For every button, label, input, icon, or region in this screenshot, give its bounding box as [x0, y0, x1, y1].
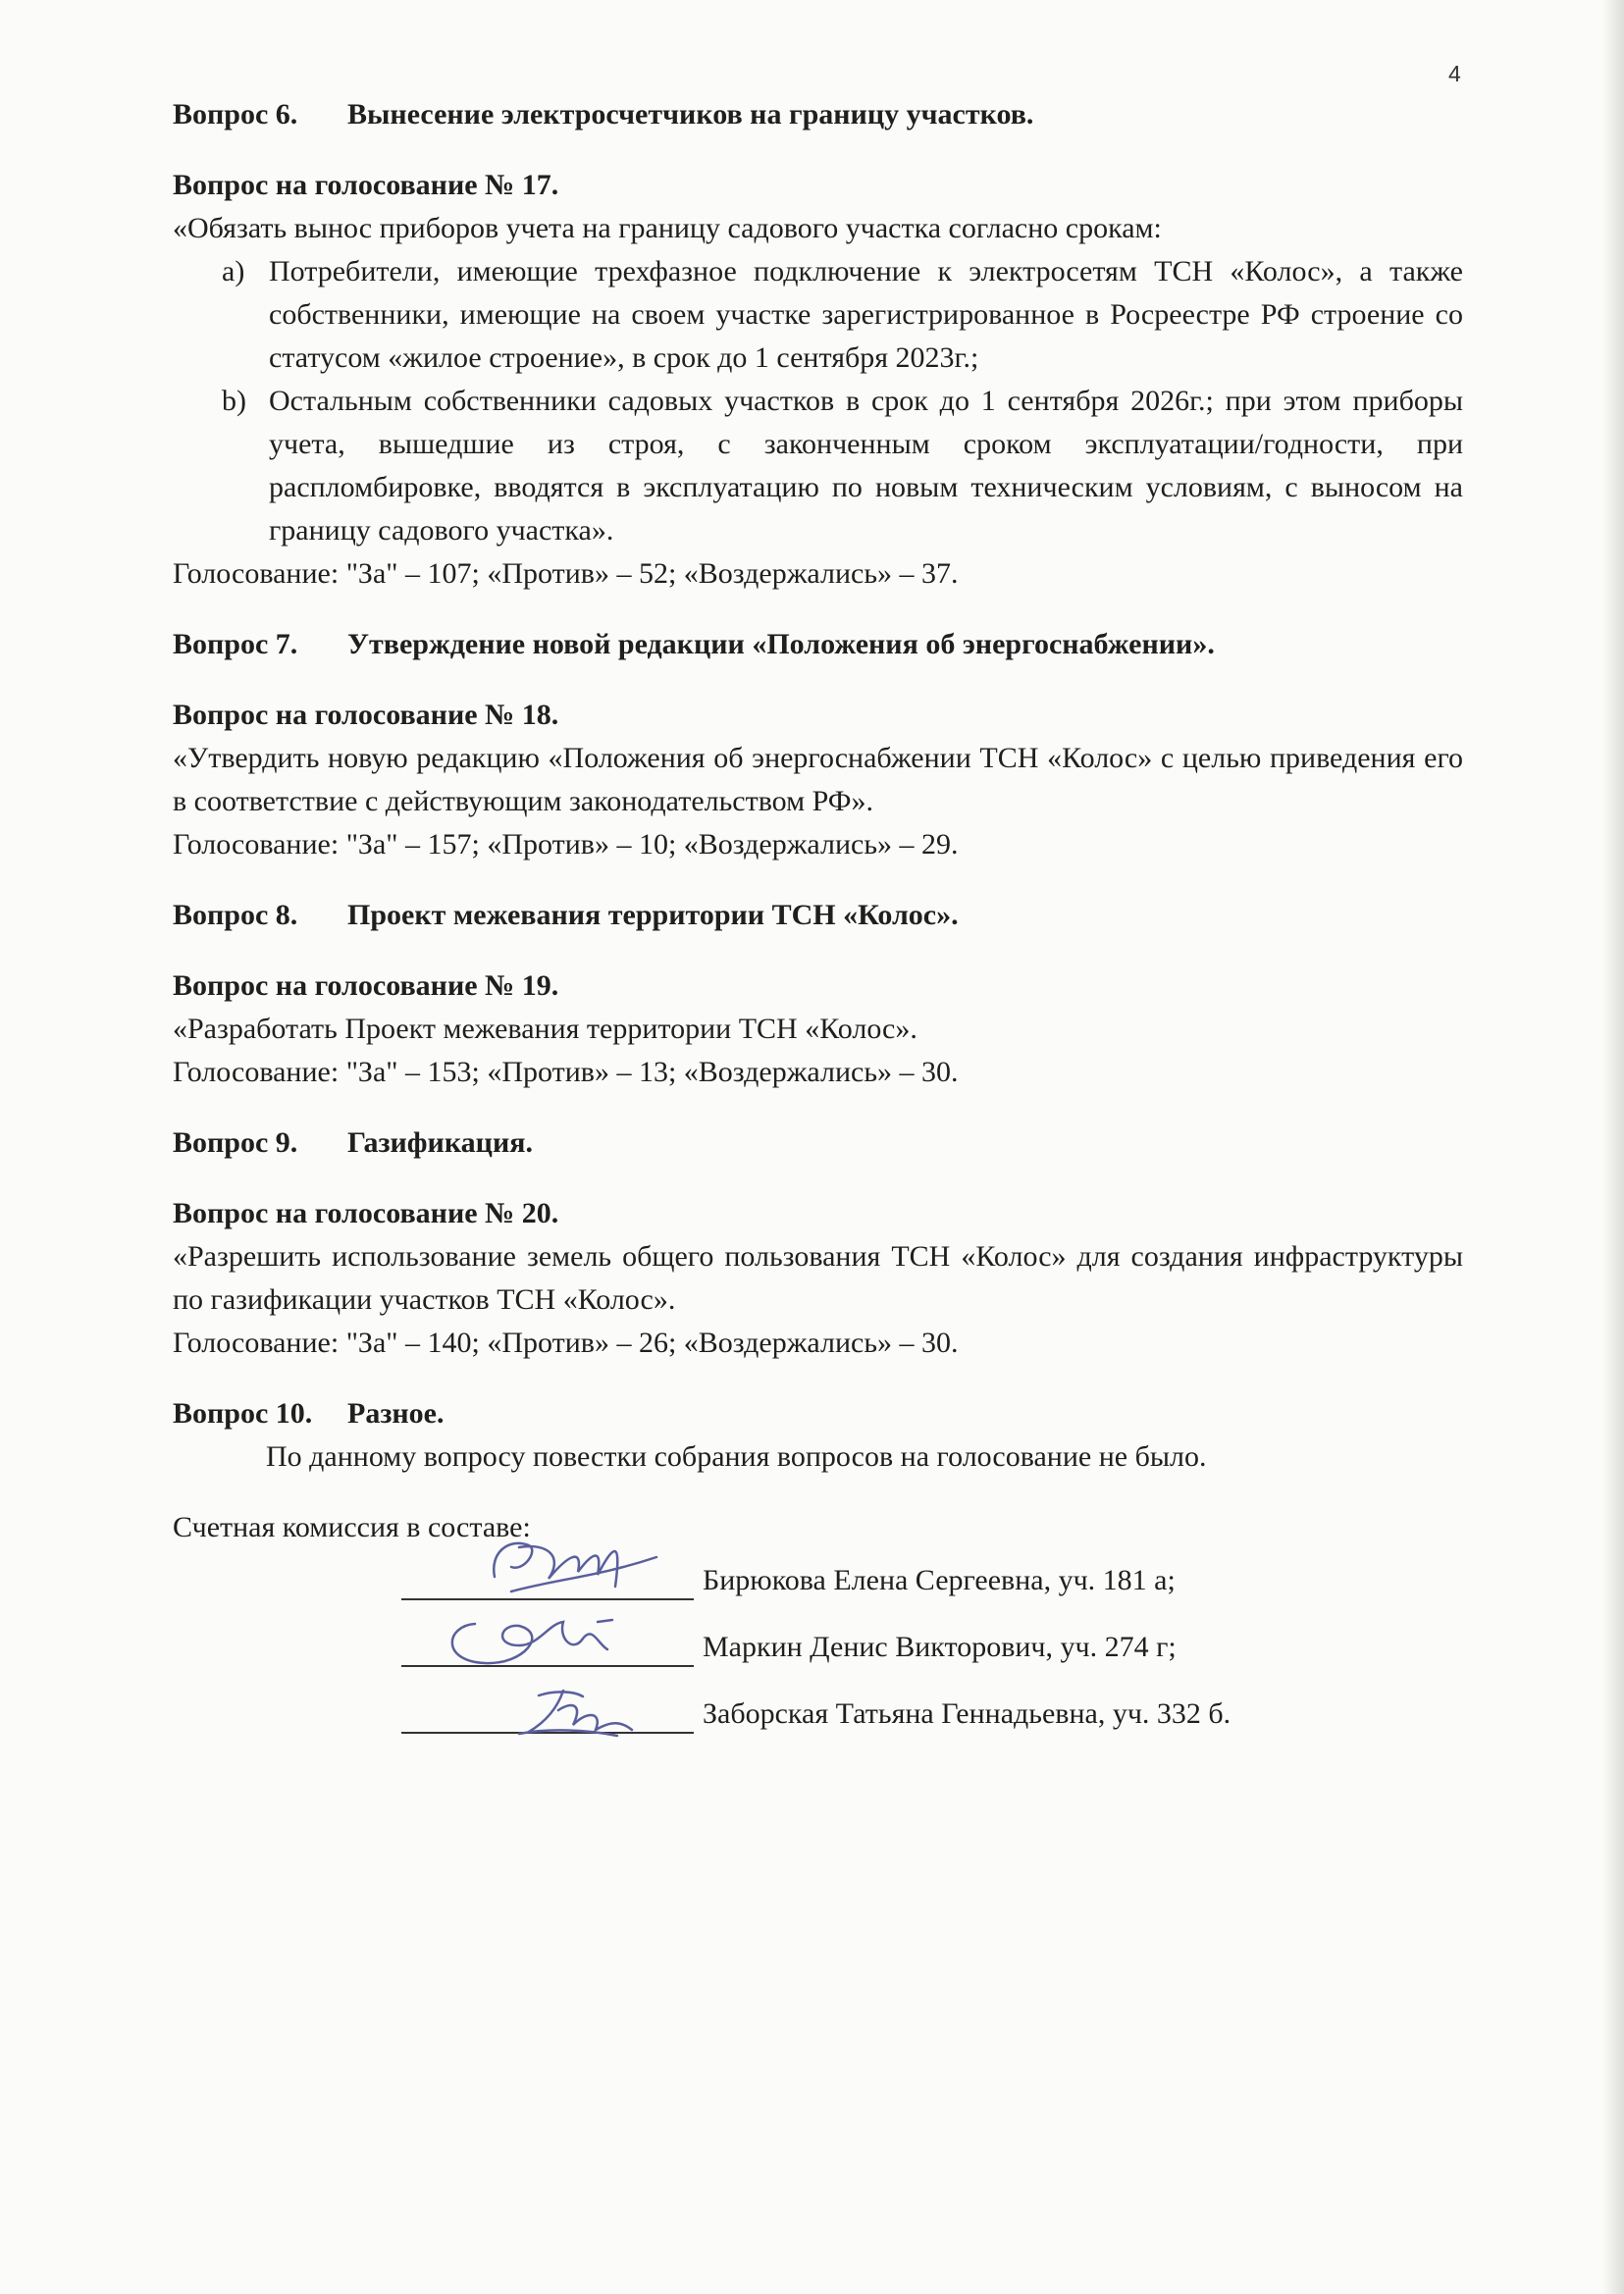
- vote-17-intro: «Обязать вынос приборов учета на границу садового участка согласно срокам:: [173, 212, 1162, 244]
- signature-row: [173, 1687, 1463, 1753]
- vote-20-result: Голосование: "За" – 140; «Против» – 26; «Воздержались» – 30.: [173, 1327, 959, 1359]
- list-item: [173, 380, 1463, 552]
- signature-row: [173, 1553, 1463, 1620]
- vote-heading-19: Вопрос на голосование № 19.: [173, 969, 559, 1002]
- question-number: Вопрос 9.: [173, 1126, 298, 1159]
- question-title: Проект межевания территории ТСН «Колос».: [347, 899, 959, 931]
- commission-signatures: [173, 1553, 1463, 1753]
- commission-title: Счетная комиссия в составе:: [173, 1511, 531, 1543]
- vote-19-text: «Разработать Проект межевания территории ТСН «Колос».: [173, 1013, 917, 1045]
- question-title: Газификация.: [347, 1126, 533, 1159]
- question-title: Разное.: [347, 1397, 445, 1430]
- list-item-text: Потребители, имеющие трехфазное подключение к электросетям ТСН «Колос», а также собственники, имеющие на своем участке зарегистрированное в Росреестре РФ строение со статусом «жилое строение», в срок до 1 сентября 2023г.;: [269, 255, 1463, 374]
- question-7-heading: [173, 623, 1463, 666]
- list-item-text: Остальным собственники садовых участков в срок до 1 сентября 2026г.; при этом приборы учета, вышедшие из строя, с законченным сроком эксплуатации/годности, при распломбировке, вводятся в эксплуатацию по новым техническим условиям, с выносом на границу садового участка».: [269, 385, 1463, 547]
- question-9-heading: [173, 1121, 1463, 1165]
- list-marker: a): [222, 255, 245, 287]
- handwritten-signature-3: [401, 1651, 696, 1740]
- vote-heading-17: Вопрос на голосование № 17.: [173, 169, 559, 201]
- question-number: Вопрос 8.: [173, 899, 298, 931]
- question-10-text: По данному вопросу повестки собрания вопросов на голосование не было.: [266, 1440, 1207, 1473]
- document-body: [173, 93, 1463, 1753]
- vote-heading-18: Вопрос на голосование № 18.: [173, 699, 559, 731]
- commission-member: Заборская Татьяна Геннадьевна, уч. 332 б.: [703, 1697, 1231, 1730]
- vote-18-text: «Утвердить новую редакцию «Положения об энергоснабжении ТСН «Колос» с целью приведения его в соответствие с действующим законодательством РФ».: [173, 742, 1463, 817]
- vote-heading-20: Вопрос на голосование № 20.: [173, 1197, 559, 1229]
- question-8-heading: [173, 894, 1463, 937]
- page-number: 4: [1448, 61, 1461, 86]
- commission-member: Маркин Денис Викторович, уч. 274 г;: [703, 1631, 1177, 1663]
- list-item: [173, 250, 1463, 380]
- question-10-heading: [173, 1392, 1463, 1435]
- page-edge: [1602, 0, 1624, 2294]
- vote-17-items: [173, 250, 1463, 552]
- vote-17-result: Голосование: "За" – 107; «Против» – 52; «Воздержались» – 37.: [173, 557, 959, 590]
- commission-member: Бирюкова Елена Сергеевна, уч. 181 а;: [703, 1564, 1176, 1596]
- question-title: Вынесение электросчетчиков на границу участков.: [347, 98, 1034, 130]
- signature-row: [173, 1620, 1463, 1687]
- vote-20-text: «Разрешить использование земель общего пользования ТСН «Колос» для создания инфраструктуры по газификации участков ТСН «Колос».: [173, 1240, 1463, 1316]
- vote-18-result: Голосование: "За" – 157; «Против» – 10; «Воздержались» – 29.: [173, 828, 959, 860]
- question-title: Утверждение новой редакции «Положения об энергоснабжении».: [347, 628, 1215, 660]
- list-marker: b): [222, 385, 246, 417]
- question-6-heading: [173, 93, 1463, 136]
- question-number: Вопрос 7.: [173, 628, 298, 660]
- question-number: Вопрос 10.: [173, 1397, 313, 1430]
- question-number: Вопрос 6.: [173, 98, 298, 130]
- vote-19-result: Голосование: "За" – 153; «Против» – 13; «Воздержались» – 30.: [173, 1056, 959, 1088]
